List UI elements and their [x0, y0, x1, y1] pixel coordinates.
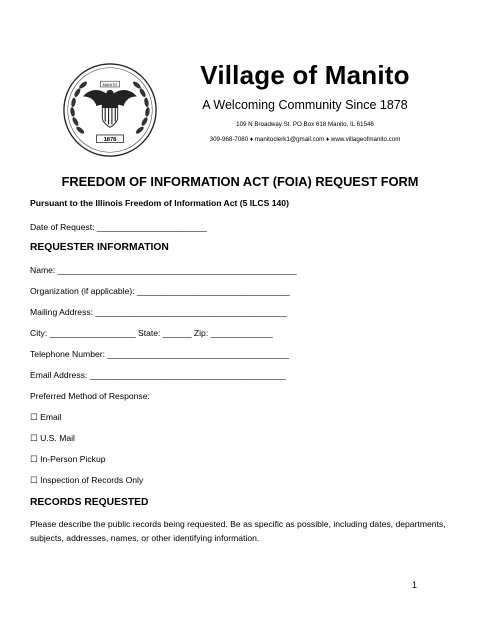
records-section-heading: RECORDS REQUESTED	[30, 497, 149, 508]
seal-year-text: 1878	[103, 137, 117, 144]
village-address: 109 N Broadway St. PO Box 618 Manito, IL 61546	[236, 121, 374, 128]
telephone-field[interactable]: Telephone Number: ______________________________________	[30, 349, 290, 359]
option-pickup-checkbox[interactable]: ☐ In-Person Pickup	[30, 454, 106, 464]
page-number: 1	[412, 580, 418, 590]
village-title: Village of Manito	[200, 60, 410, 90]
requester-section-heading: REQUESTER INFORMATION	[30, 242, 169, 253]
village-contact: 309-968-7080 ♦ manitoclerk1@gmail.com ♦ www.villageofmanito.com	[209, 136, 401, 143]
mailing-address-field[interactable]: Mailing Address: ________________________________________	[30, 307, 287, 317]
organization-field[interactable]: Organization (if applicable): ________________________________	[30, 286, 290, 296]
option-email-checkbox[interactable]: ☐ Email	[30, 412, 62, 422]
seal-name-text: MANITO	[102, 82, 118, 87]
preferred-method-label: Preferred Method of Response:	[30, 391, 150, 401]
email-field[interactable]: Email Address: _________________________________________	[30, 370, 286, 380]
pursuant-statement: Pursuant to the Illinois Freedom of Information Act (5 ILCS 140)	[30, 198, 289, 208]
records-description: Please describe the public records being requested. Be as specific as possible, including dates, departments, subjects, addresses, names, or other identifying information.	[30, 519, 446, 543]
village-seal-icon	[62, 62, 158, 158]
option-mail-checkbox[interactable]: ☐ U.S. Mail	[30, 433, 75, 443]
village-tagline: A Welcoming Community Since 1878	[202, 98, 408, 112]
option-inspection-checkbox[interactable]: ☐ Inspection of Records Only	[30, 475, 144, 485]
date-of-request-field[interactable]: Date of Request: _______________________	[30, 222, 207, 232]
city-state-zip-field[interactable]: City: __________________ State: ______ Zip: _____________	[30, 328, 273, 338]
name-field[interactable]: Name: __________________________________________________	[30, 265, 297, 275]
form-title: FREEDOM OF INFORMATION ACT (FOIA) REQUEST FORM	[61, 174, 419, 189]
